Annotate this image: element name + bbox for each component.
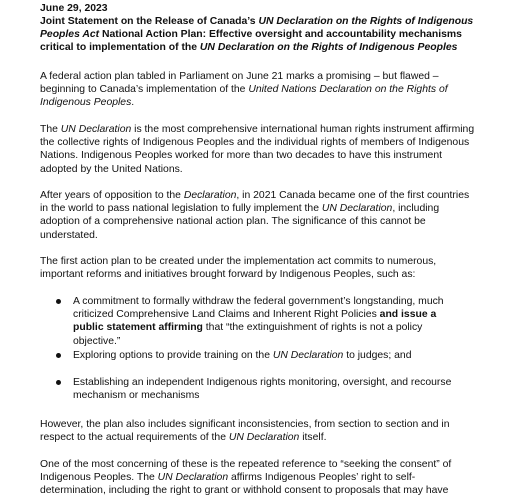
title-text-2: National Action Plan: Effective oversight and accountability mechanisms critical to implementation of the <box>40 29 462 54</box>
paragraph-3-italic-2: UN Declaration <box>321 203 393 215</box>
bullet-1-bold-1: and issue a public statement affirming <box>73 309 437 334</box>
title-italic-1: UN Declaration on the Rights of Indigenous Peoples Act <box>40 16 474 41</box>
date-text: June 29, 2023 <box>40 3 108 14</box>
bullet-3-text: Establishing an independent Indigenous rights monitoring, oversight, and recourse mechanism or mechanisms <box>73 377 452 402</box>
paragraph-4 <box>40 255 478 281</box>
paragraph-6-text-1: One of the most concerning of these is the repeated reference to “seeking the consent” of Indigenous Peoples. The <box>40 459 452 484</box>
paragraph-2-text-2: is the most comprehensive international human rights instrument affirming the collective rights of Indigenous Peoples and the individual rights of members of Indigenous Nations. Indigenous Peoples worked for more than two decades to have this instrument adopted by the United Nations. <box>40 124 475 175</box>
bullet-2-italic-1: UN Declaration <box>272 350 344 361</box>
paragraph-3 <box>40 189 478 242</box>
bullet-1-text-2: that “the extinguishment of rights is not a policy objective.” <box>73 322 423 347</box>
bullet-dot-icon <box>56 380 61 385</box>
paragraph-6-text-2: affirms Indigenous Peoples’ right to self-determination, including the right to grant or withhold consent to proposals that may have <box>40 472 449 497</box>
bullet-2-text-2: to judges; and <box>343 350 412 361</box>
paragraph-6 <box>40 458 478 498</box>
paragraph-5-text-1: However, the plan also includes significant inconsistencies, from section to section and in respect to the actual requirements of the <box>40 419 450 444</box>
paragraph-6-italic-1: UN Declaration <box>157 472 229 484</box>
bullet-dot-icon <box>56 353 61 358</box>
bullet-item-2-text <box>73 349 456 362</box>
paragraph-2-italic-1: UN Declaration <box>60 124 132 135</box>
bullet-2-text-1: Exploring options to provide training on the <box>73 350 273 361</box>
paragraph-5 <box>40 418 478 444</box>
document-title <box>40 15 478 55</box>
paragraph-1-italic-1: United Nations Declaration on the Rights of Indigenous Peoples <box>40 84 448 109</box>
title-italic-2: UN Declaration on the Rights of Indigenous Peoples <box>199 42 458 54</box>
document-date <box>40 2 478 15</box>
paragraph-1 <box>40 70 478 110</box>
paragraph-2-text-1: The <box>40 124 61 135</box>
paragraph-3-text-1: After years of opposition to the <box>40 190 184 201</box>
paragraph-5-text-2: itself. <box>299 432 327 444</box>
bullet-1-text-1: A commitment to formally withdraw the federal government’s longstanding, much criticized Comprehensive Land Claims and Inherent Right Policies <box>73 296 444 321</box>
paragraph-3-text-3: , including adoption of a comprehensive national action plan. The significance of this cannot be understated. <box>40 203 440 241</box>
bullet-item-1-text <box>73 295 456 348</box>
title-text-1: Joint Statement on the Release of Canada’s <box>40 16 259 27</box>
paragraph-3-text-2: , in 2021 Canada became one of the first countries in the world to pass national legislation to fully implement the <box>40 190 470 215</box>
bullet-dot-icon <box>56 299 61 304</box>
paragraph-1-text-2: . <box>131 97 135 109</box>
paragraph-1-text-1: A federal action plan tabled in Parliament on June 21 marks a promising – but flawed – beginning to Canada’s implementation of the <box>40 71 439 96</box>
paragraph-4-text: The first action plan to be created under the implementation act commits to numerous, important reforms and initiatives brought forward by Indigenous Peoples, such as: <box>40 256 437 281</box>
paragraph-3-italic-1: Declaration <box>183 190 237 201</box>
paragraph-5-italic-1: UN Declaration <box>228 432 300 444</box>
paragraph-2 <box>40 123 478 176</box>
bullet-item-3-text <box>73 376 456 402</box>
